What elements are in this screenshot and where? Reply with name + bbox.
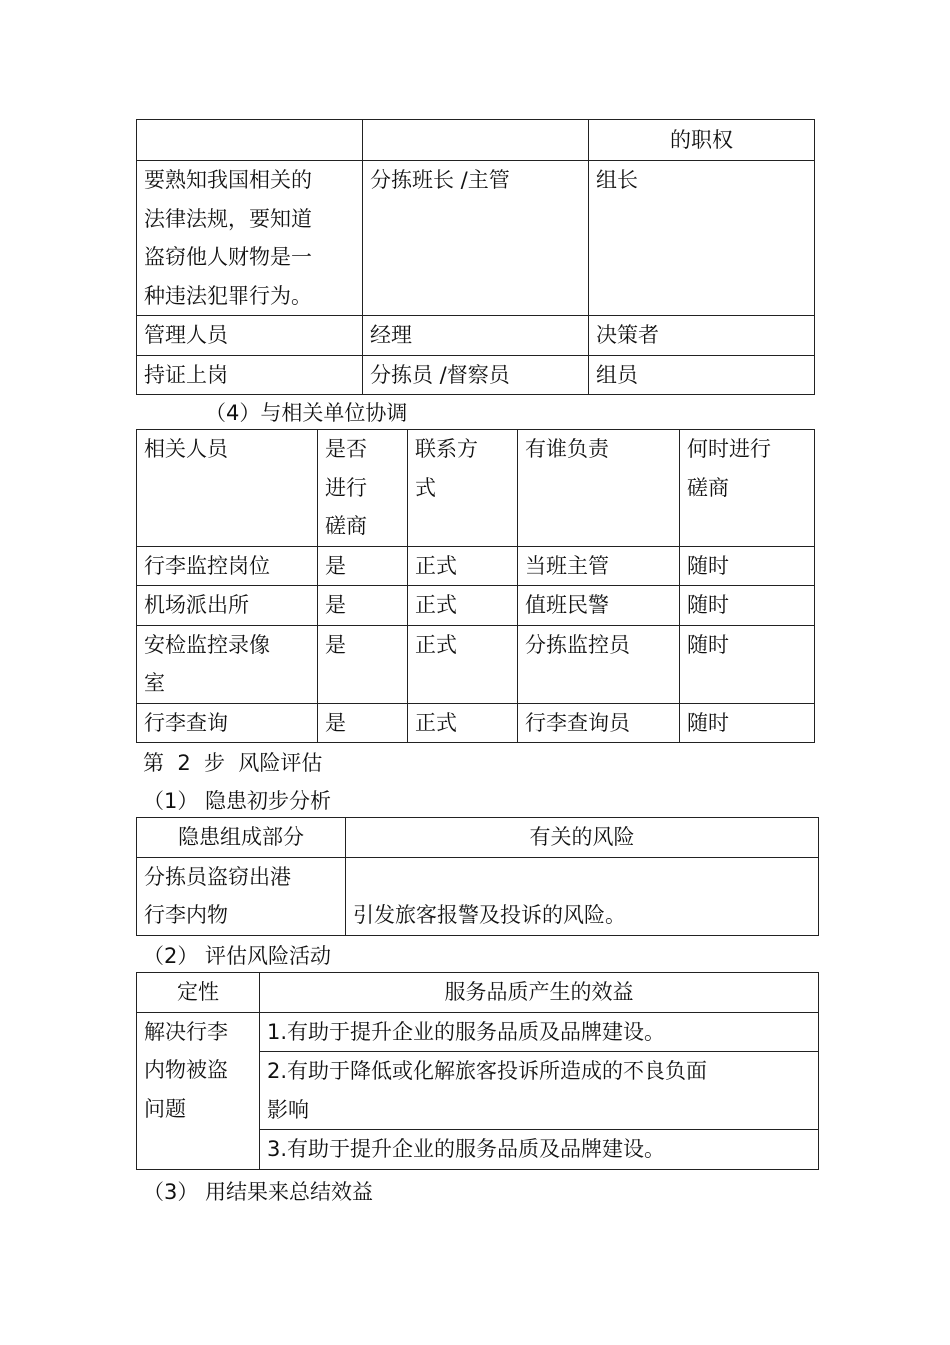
table-cell [137,857,346,935]
table-cell: 3.有助于提升企业的服务品质及品牌建设。 [260,1130,819,1170]
table-cell: 的职权 [589,120,815,161]
sub-heading: （2） 评估风险活动 [143,944,332,968]
table-cell: 是 [318,703,408,743]
table-row [137,586,815,626]
table-row [137,316,815,356]
hazard-analysis-table [136,817,819,936]
table-row [137,1012,819,1052]
table-cell: 随时 [680,586,815,626]
text-line: 法律法规，要知道 [144,206,312,231]
table-row [137,625,815,703]
table-cell: 管理人员 [137,316,363,356]
table-cell: 正式 [408,586,518,626]
text-line: 盗窃他人财物是一 [144,245,312,269]
table-cell: 决策者 [589,316,815,356]
sub-heading: （1） 隐患初步分析 [143,789,332,813]
text-line: 磋商 [687,475,729,500]
table-header-cell: 服务品质产生的效益 [260,973,819,1013]
table-header-cell [408,430,518,547]
table-cell: 组员 [589,355,815,395]
text-line: 问题 [144,1096,186,1121]
text-line: 何时进行 [687,437,771,461]
table-row [137,120,815,161]
section-heading: （4）与相关单位协调 [205,401,408,425]
table-header-row [137,973,819,1013]
table-cell: 随时 [680,546,815,586]
table-cell [363,120,589,161]
table-cell: 正式 [408,625,518,703]
table-cell: 引发旅客报警及投诉的风险。 [346,857,819,935]
table-row [137,161,815,316]
text-line: 内物被盗 [144,1058,228,1082]
table-cell: 1.有助于提升企业的服务品质及品牌建设。 [260,1012,819,1052]
text-line: 安检监控录像 [144,632,270,657]
table-cell: 随时 [680,703,815,743]
text-line: 种违法犯罪行为。 [144,283,312,308]
table-cell [260,1052,819,1130]
text-line: 联系方 [415,437,478,461]
table-cell: 是 [318,625,408,703]
table-cell: 分拣班长 /主管 [363,161,589,316]
table-cell: 是 [318,546,408,586]
table-cell [137,625,318,703]
table-header-cell [318,430,408,547]
text-line: 分拣员盗窃出港 [144,864,291,889]
table-cell: 当班主管 [518,546,680,586]
table-cell: 行李监控岗位 [137,546,318,586]
text-line: 磋商 [325,514,367,538]
table-cell: 随时 [680,625,815,703]
text-line: 有谁负责 [525,437,609,461]
table-header-cell [680,430,815,547]
table-header-row [137,430,815,547]
table-cell [137,120,363,161]
risk-assessment-table [136,972,819,1170]
table-header-cell: 有关的风险 [346,818,819,858]
table-cell: 值班民警 [518,586,680,626]
table-header-row [137,818,819,858]
sub-heading: （3） 用结果来总结效益 [143,1180,374,1204]
text-line: 进行 [325,475,367,500]
table-cell: 分拣监控员 [518,625,680,703]
table-cell: 持证上岗 [137,355,363,395]
table-header-cell [137,430,318,547]
table-cell: 行李查询 [137,703,318,743]
coordination-table [136,429,815,743]
table-cell: 机场派出所 [137,586,318,626]
step-heading: 第 2 步 风险评估 [143,751,323,775]
table-row [137,355,815,395]
table-header-cell: 隐患组成部分 [137,818,346,858]
text-line: 解决行李 [144,1019,228,1044]
table-row [137,703,815,743]
table-cell: 分拣员 /督察员 [363,355,589,395]
text-line: 是否 [325,437,367,461]
table-cell [137,1012,260,1169]
text-line: 相关人员 [144,437,228,461]
table-cell: 正式 [408,546,518,586]
text-line: 式 [415,475,436,500]
table-cell: 行李查询员 [518,703,680,743]
text-line: 影响 [267,1097,309,1122]
table-cell: 经理 [363,316,589,356]
text-line: 行李内物 [144,903,228,927]
table-cell: 正式 [408,703,518,743]
table-header-cell: 定性 [137,973,260,1013]
table-row [137,546,815,586]
table-cell: 组长 [589,161,815,316]
text-line: 2.有助于降低或化解旅客投诉所造成的不良负面 [267,1059,708,1083]
table-header-cell [518,430,680,547]
text-line: 要熟知我国相关的 [144,168,312,192]
table-row [137,857,819,935]
text-line: 室 [144,671,165,695]
table-cell [137,161,363,316]
responsibility-table [136,119,815,395]
table-cell: 是 [318,586,408,626]
